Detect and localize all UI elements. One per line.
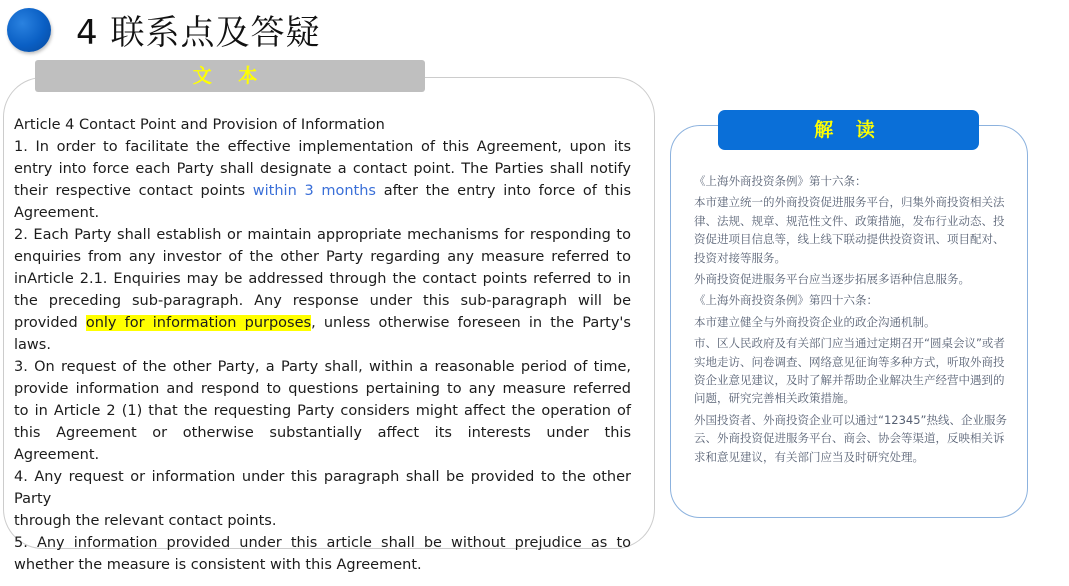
article-paragraph-4-line: through the relevant contact points. (14, 513, 277, 529)
article-paragraph-2-line: 2. Each Party shall establish or maintain appropriate mechanisms for responding to (14, 227, 631, 243)
reading-paragraph: 《上海外商投资条例》第四十六条： (694, 293, 878, 308)
reading-paragraph: 本市建立健全与外商投资企业的政企沟通机制。 (694, 314, 936, 329)
reading-paragraph: 《上海外商投资条例》第十六条： (694, 174, 867, 188)
page-title: 4 联系点及答疑 (76, 13, 321, 53)
article-paragraph-3-line: this Agreement or otherwise substantially affect its interests under this (14, 425, 631, 441)
text-section-banner: 文 本 (35, 60, 425, 92)
highlight-within-3-months: within 3 months (252, 183, 376, 199)
article-paragraph-2-line (14, 312, 631, 334)
text-run: provided (14, 315, 86, 331)
article-paragraph-4-line: 4. Any request or information under this paragraph shall be provided to the other (14, 469, 631, 485)
article-paragraph-2-line: enquiries from any investor of the other Party regarding any measure referred to (14, 249, 631, 265)
article-paragraph-4-line: Party (14, 491, 52, 507)
title-bullet-icon (7, 8, 51, 52)
text-run: their respective contact points (14, 183, 253, 199)
reading-paragraph: 本市建立统一的外商投资促进服务平台，归集外商投资相关法律、法规、规章、规范性文件、政策措施，发布行业动态、投资促进项目信息等，线上线下联动提供投资资讯、项目配对、投资对接等服务。 (694, 195, 1005, 265)
highlight-information-purposes: only for information purposes (85, 315, 312, 331)
article-paragraph-3-line: 3. On request of the other Party, a Party shall, within a reasonable period of time, (14, 359, 631, 375)
article-text (14, 114, 631, 576)
article-paragraph-1-line (14, 180, 631, 202)
text-run: , unless otherwise foreseen in the Party's (311, 315, 631, 331)
reading-paragraph: 外商投资促进服务平台应当逐步拓展多语种信息服务。 (694, 272, 970, 287)
reading-paragraph: 外国投资者、外商投资企业可以通过“12345”热线、企业服务云、外商投资促进服务平台、商会、协会等渠道，反映相关诉求和意见建议，有关部门应当及时研究处理。 (694, 412, 1007, 464)
article-paragraph-1-line: entry into force each Party shall designate a contact point. The Parties shall notify (14, 161, 631, 177)
reading-text (694, 172, 1010, 469)
article-paragraph-1-line: 1. In order to facilitate the effective implementation of this Agreement, upon its (14, 139, 631, 155)
article-paragraph-2-line: the preceding sub-paragraph. Any response under this sub-paragraph will be (14, 293, 631, 309)
article-paragraph-3-line: Agreement. (14, 447, 100, 463)
article-paragraph-3-line: to in Article 2 (1) that the requesting Party considers might affect the operation of (14, 403, 631, 419)
article-paragraph-2-line: laws. (14, 337, 51, 353)
article-paragraph-2-line: inArticle 2.1. Enquiries may be addressed through the contact points referred to in (14, 271, 631, 287)
reading-section-banner: 解 读 (718, 110, 979, 150)
article-paragraph-5-line: whether the measure is consistent with this Agreement. (14, 557, 422, 573)
article-paragraph-1-line: Agreement. (14, 205, 100, 221)
article-heading: Article 4 Contact Point and Provision of Information (14, 117, 385, 133)
text-run: after the entry into force of this (376, 183, 631, 199)
article-paragraph-3-line: provide information and respond to questions pertaining to any measure referred (14, 381, 631, 397)
reading-paragraph: 市、区人民政府及有关部门应当通过定期召开“圆桌会议”或者实地走访、问卷调查、网络意见征询等多种方式，听取外商投资企业意见建议，及时了解并帮助企业解决生产经营中遇到的问题，研究完善相关政策措施。 (694, 336, 1005, 406)
article-paragraph-5-line: 5. Any information provided under this article shall be without prejudice as to (14, 535, 631, 551)
